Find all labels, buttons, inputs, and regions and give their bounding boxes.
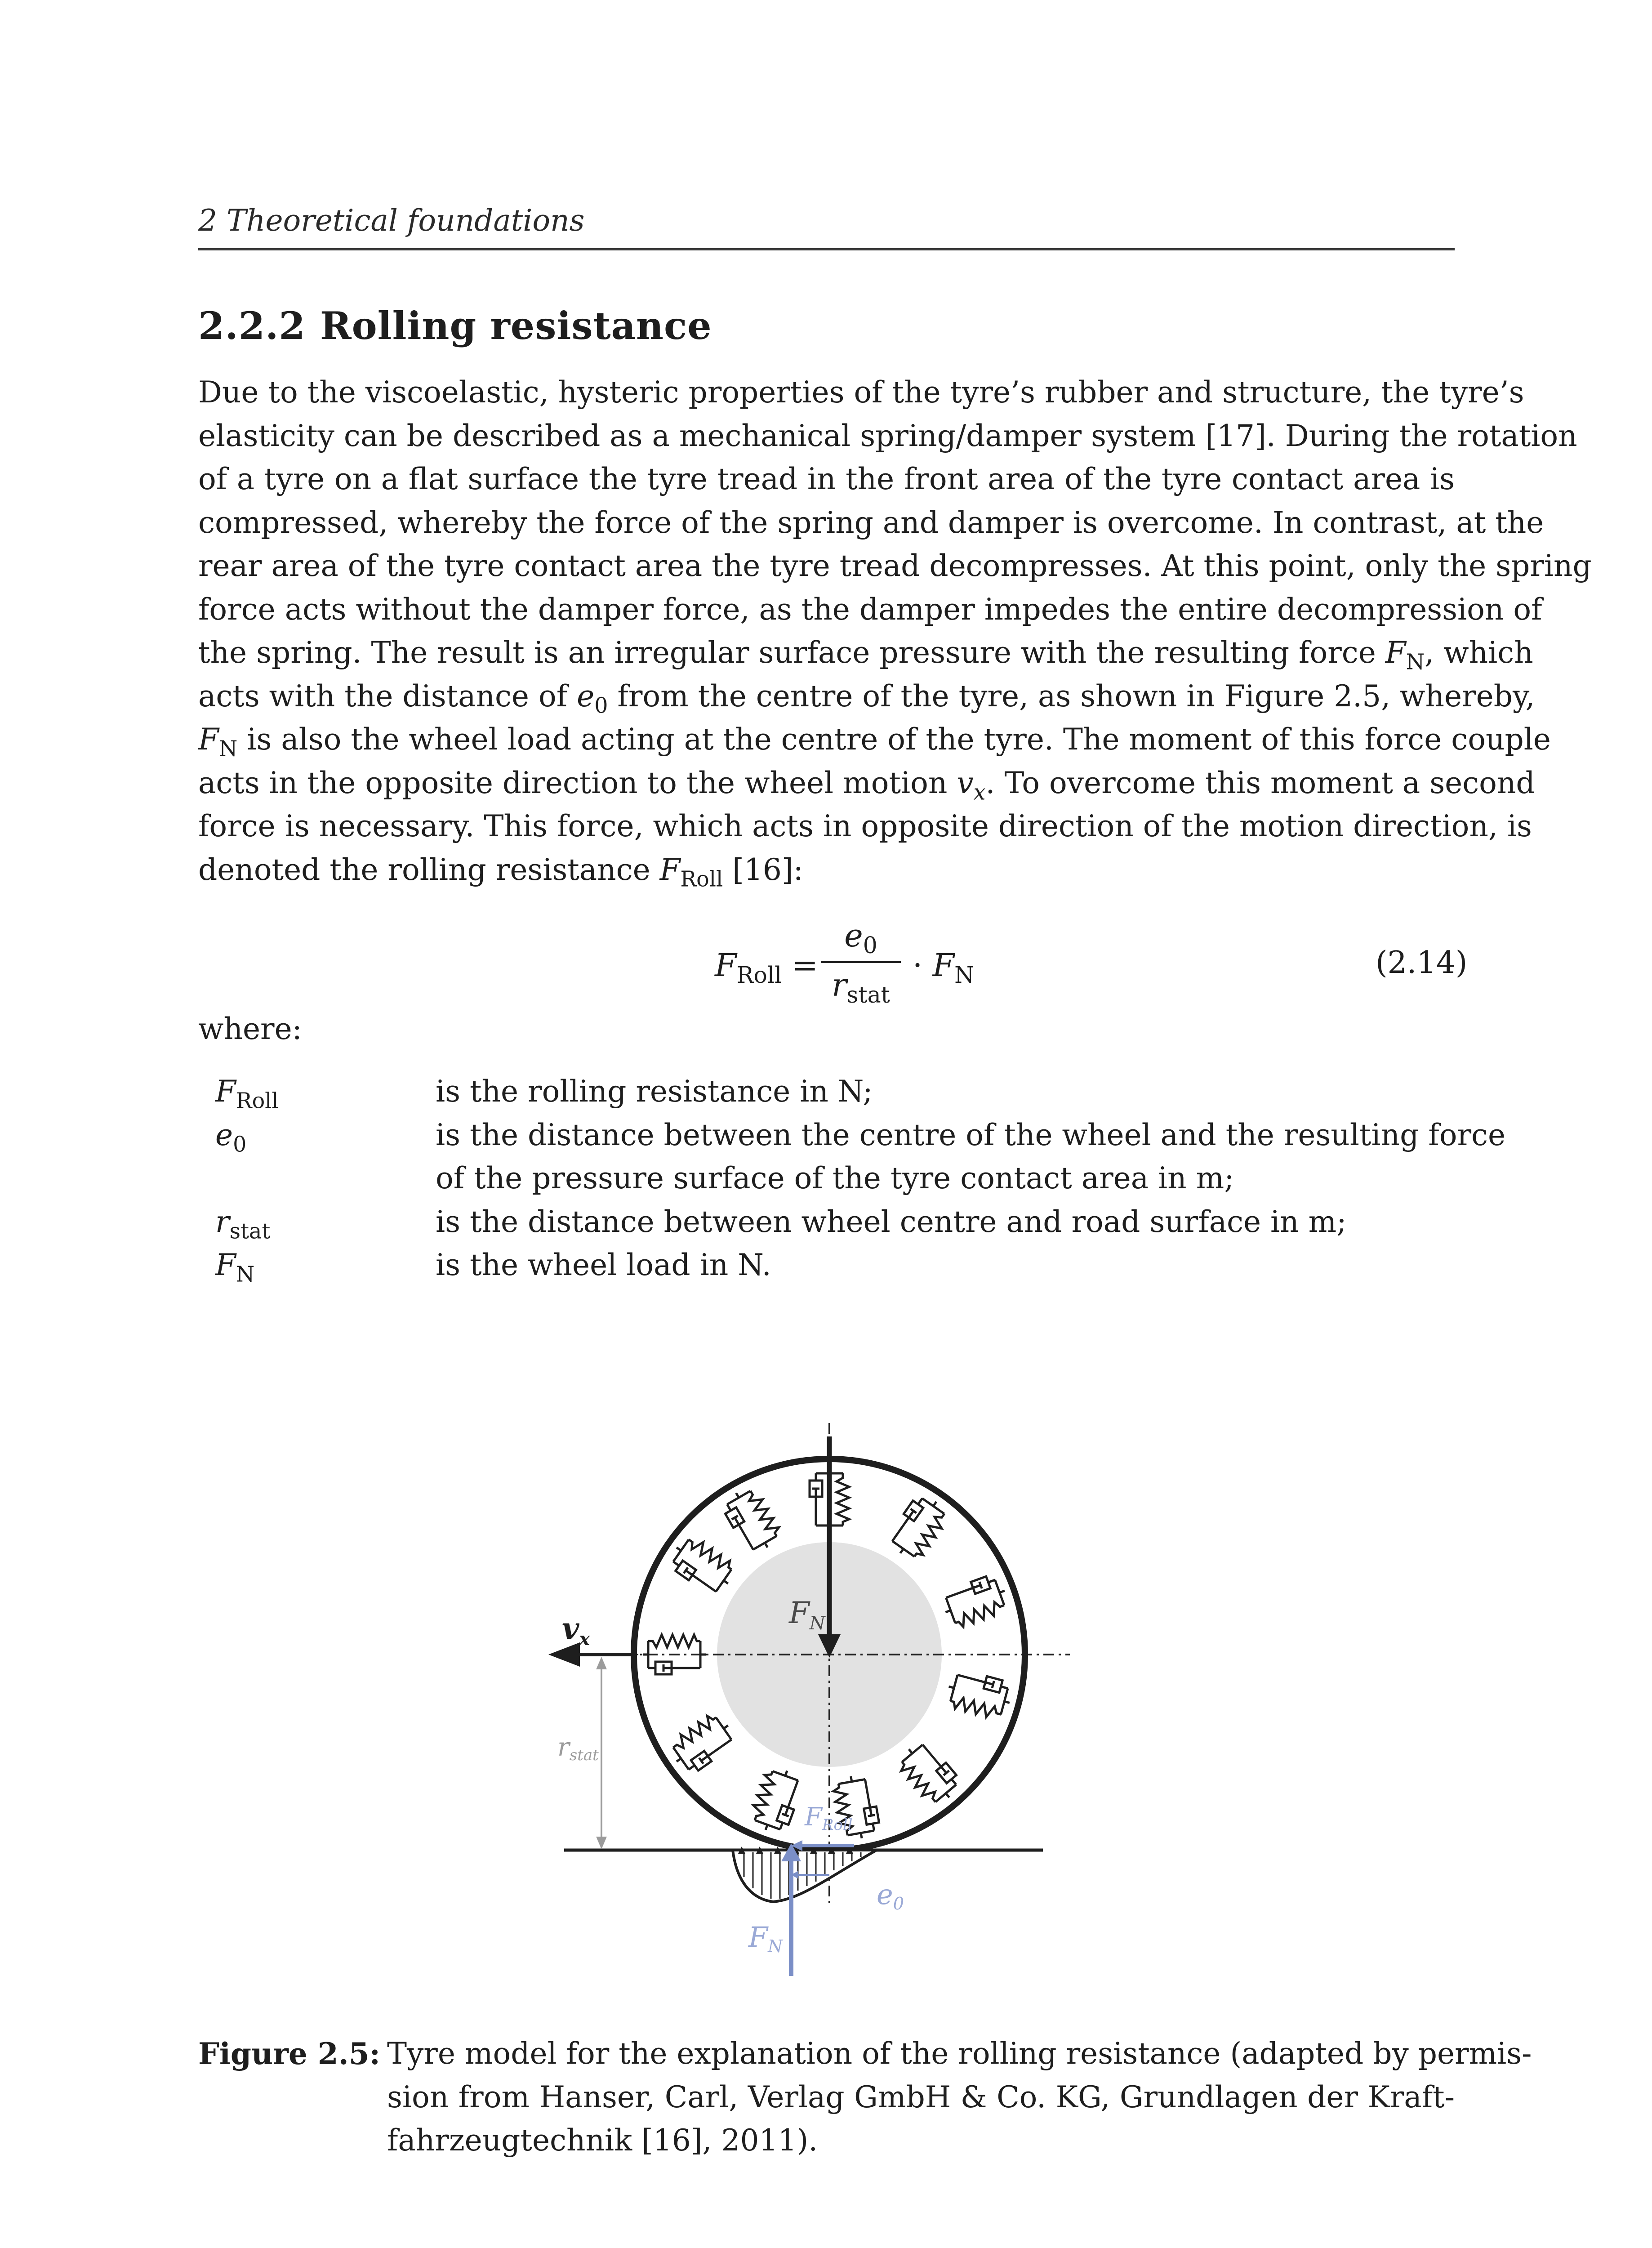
tyre-model-figure: [530, 1418, 1097, 1985]
froll-label: FRoll: [805, 1802, 853, 1834]
section-title: Rolling resistance: [320, 303, 712, 348]
equation-rhs: · $F_N$: [913, 947, 975, 989]
paragraph-line: denoted the rolling resistance $F_{Roll}$ [16]:: [198, 852, 803, 892]
equation-fraction: [818, 917, 904, 1008]
paragraph-line: Due to the viscoelastic, hysteric properties of the tyre’s rubber and structure, the tyre’s: [198, 375, 1524, 410]
paragraph-line: force acts without the damper force, as the damper impedes the entire decompression of: [198, 592, 1542, 627]
paragraph-line: acts with the distance of $e_0$ from the centre of the tyre, as shown in Figure 2.5, whereby,: [198, 678, 1535, 718]
equation-lhs: $F_{Roll}$ =: [715, 947, 819, 989]
section-heading: [198, 303, 712, 348]
definition-text: is the distance between the centre of the wheel and the resulting force of the pressure surface of the tyre contact area in m;: [436, 1117, 1506, 1195]
symbol-vx: $v_x$: [957, 765, 986, 805]
symbol-definitions: [198, 1070, 1506, 1287]
vx-arrow-head: [548, 1642, 580, 1667]
fn-bottom-label: FN: [748, 1921, 783, 1956]
vx-label: $v_x$: [562, 1611, 590, 1650]
definition-row: [198, 1070, 1457, 1114]
paragraph-line: elasticity can be described as a mechanical spring/damper system [17]. During the rotation: [198, 418, 1577, 453]
definition-symbol: $F_{Roll}$: [215, 1074, 279, 1114]
header-rule: [198, 248, 1455, 250]
e0-label: e0: [877, 1878, 904, 1913]
fn-top-label: $F_N$: [789, 1596, 825, 1634]
caption-label: Figure 2.5:: [198, 2036, 380, 2071]
paragraph-line: force is necessary. This force, which acts in opposite direction of the motion direction, is: [198, 809, 1532, 843]
paragraph-line: the spring. The result is an irregular surface pressure with the resulting force $F_N$, which: [198, 635, 1533, 675]
symbol-fn: $F_N$: [198, 722, 238, 762]
definition-row: [198, 1244, 1457, 1287]
pressure-distribution: [733, 1850, 877, 1902]
paragraph-line: acts in the opposite direction to the wheel motion $v_x$. To overcome this moment a second: [198, 765, 1535, 805]
rstat-label: rstat: [557, 1733, 599, 1764]
definition-row: [198, 1114, 1506, 1200]
paragraph-line: rear area of the tyre contact area the tyre tread decompresses. At this point, only the spring: [198, 549, 1592, 583]
section-number: 2.2.2: [198, 303, 306, 348]
where-label: where:: [198, 1012, 302, 1046]
equation-2-14: [706, 917, 975, 1021]
fraction-numerator: $e_0$: [844, 917, 877, 959]
symbol-e0: $e_0$: [577, 678, 608, 718]
fraction-bar: [821, 961, 901, 963]
symbol-fn: $F_N$: [1385, 635, 1425, 675]
definition-text: is the distance between wheel centre and road surface in m;: [436, 1204, 1347, 1239]
body-paragraph: [198, 371, 1592, 892]
definition-text: is the wheel load in N.: [436, 1248, 771, 1282]
definition-symbol: $r_{stat}$: [215, 1204, 271, 1244]
running-head: 2 Theoretical foundations: [198, 203, 585, 238]
definition-symbol: $e_0$: [215, 1117, 247, 1157]
equation-number: (2.14): [1376, 945, 1468, 981]
definition-text: is the rolling resistance in N;: [436, 1074, 873, 1109]
paragraph-line: compressed, whereby the force of the spring and damper is overcome. In contrast, at the: [198, 505, 1544, 540]
fraction-denominator: $r_{stat}$: [832, 967, 890, 1008]
paragraph-line: of a tyre on a flat surface the tyre tread in the front area of the tyre contact area is: [198, 462, 1455, 496]
definition-row: [198, 1200, 1457, 1244]
definition-symbol: $F_N$: [215, 1248, 255, 1287]
caption-text: Tyre model for the explanation of the rolling resistance (adapted by permis- sion from Hanser, Carl, Verlag GmbH & Co. KG, Grundlagen der Kraft- fahrzeugtechnik [16], 2011).: [387, 2036, 1532, 2158]
paragraph-line: $F_N$ is also the wheel load acting at the centre of the tyre. The moment of this force couple: [198, 722, 1551, 762]
symbol-froll: $F_{Roll}$: [659, 852, 723, 892]
